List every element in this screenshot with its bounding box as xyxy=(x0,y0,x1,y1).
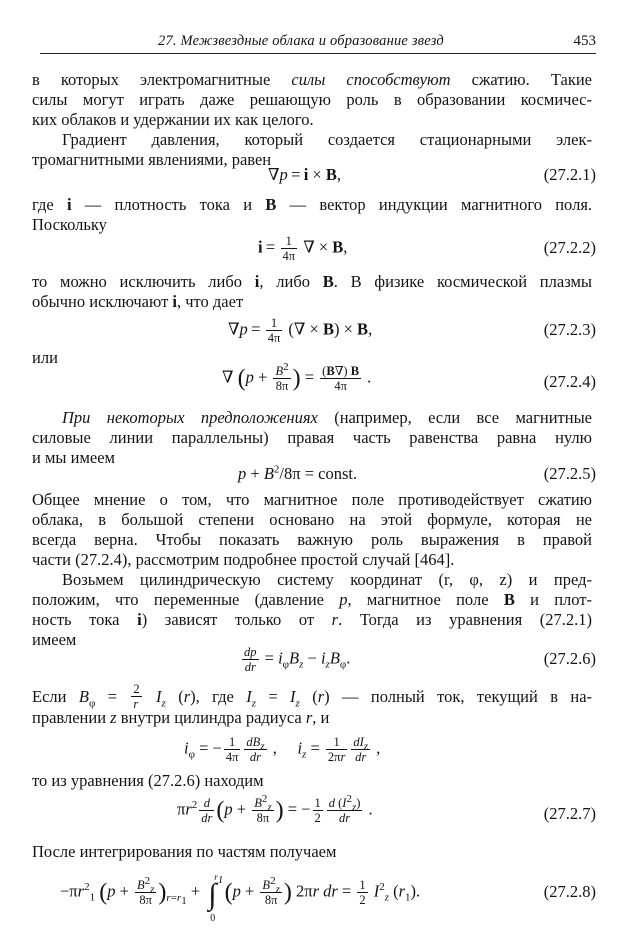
equation-27-2-4: ∇ (p + $\frac{B^2}{8\pi}$ ) = $\frac{(B\nabla) B}{4\pi}$ . xyxy=(222,360,372,393)
equation-27-2-2: i = $\frac{1}{4\pi}$ ∇ × B, xyxy=(258,234,348,263)
running-header xyxy=(40,33,596,54)
text-line: ких облаков и удержании их как целого. xyxy=(32,110,314,129)
equation-27-2-5: $p + B^2/8\pi$ = const. xyxy=(238,463,358,483)
equation-27-2-1: ∇p = i × B, xyxy=(268,165,341,184)
integral-sign: ∫ $r_1$ 0 xyxy=(208,872,224,925)
equation-number: (27.2.4) xyxy=(543,372,596,391)
equation-number: (27.2.5) xyxy=(543,464,596,483)
text-line: то из уравнения (27.2.6) находим xyxy=(32,771,264,790)
text-line: обычно исключают i, что дает xyxy=(32,292,244,311)
text-line: правлении z внутри цилиндра радиуса r, и xyxy=(32,708,330,727)
text-line: или xyxy=(32,348,58,367)
text-line: силовые линии параллельны) правая часть равенства равна нулю xyxy=(32,428,592,447)
equation-27-2-8: $-\pi r^2_1$ (p + $\frac{B^2_z}{8\pi}$ )$_{r=r_1}$ + ∫ $r_1$ 0 (p + $\frac{B^2_z}{8\pi}$ ) 2πr dr = $\frac{1}{2}$ $I^2_z$ $(r_1)$. xyxy=(60,872,421,925)
equation-number: (27.2.1) xyxy=(543,165,596,184)
text-line: всегда верна. Чтобы показать важную роль выражения в правой xyxy=(32,530,592,549)
equation-27-2-3: ∇p = $\frac{1}{4\pi}$ (∇ × B) × B, xyxy=(228,316,373,345)
text-line: Поскольку xyxy=(32,215,107,234)
equation-27-2-6: $\frac{dp}{dr}$ = $i_\varphi B_z - i_zB_\varphi$. xyxy=(244,645,351,674)
text-line: где i — плотность тока и B — вектор индукции магнитного поля. xyxy=(32,195,593,214)
text-line: Если $B_\varphi$ = $\frac{2}{r}$ $I_z$ (r), где $I_z = I_z$ (r) — полный ток, текущий в на- xyxy=(32,682,593,711)
text-line: После интегрирования по частям получаем xyxy=(32,842,337,861)
equation-number: (27.2.3) xyxy=(543,320,596,339)
page-number: 453 xyxy=(573,33,596,49)
text-line: и мы имеем xyxy=(32,448,115,467)
equation-number: (27.2.8) xyxy=(543,882,596,901)
text-line: Градиент давления, который создается стационарными элек- xyxy=(62,130,592,149)
text-line: При некоторых предположениях (например, если все магнитные xyxy=(62,408,592,427)
text-line: силы могут играть даже решающую роль в образовании космичес- xyxy=(32,90,592,109)
equation-number: (27.2.7) xyxy=(543,804,596,823)
header-title: 27. Межзвездные облака и образование звезд xyxy=(158,33,444,49)
text-line: то можно исключить либо i, либо B. В физике космической плазмы xyxy=(32,272,593,291)
equation-27-2-7: $\pi r^2$ $\frac{d}{dr}$ (p + $\frac{B^2_z}{8\pi}$ ) = − $\frac{1}{2}$ $\frac{d (I^2_z)}{dr}$ . xyxy=(177,792,373,825)
text-line: ность тока i) зависят только от r. Тогда из уравнения (27.2.1) xyxy=(32,610,593,629)
text-line: в которых электромагнитные силы способствуют сжатию. Такие xyxy=(32,70,592,89)
text-line: Общее мнение о том, что магнитное поле противодействует сжатию xyxy=(32,490,592,509)
text-line: облака, в большой степени основано на этой формуле, которая не xyxy=(32,510,592,529)
text-line: части (27.2.4), рассмотрим подробнее простой случай [464]. xyxy=(32,550,455,569)
text-line: Возьмем цилиндрическую систему координат (r, φ, z) и пред- xyxy=(62,570,592,589)
equation-number: (27.2.6) xyxy=(543,649,596,668)
equation-number: (27.2.2) xyxy=(543,238,596,257)
equation-current-components: $i_\varphi$ = − $\frac{1}{4\pi}$ $\frac{dB_z}{dr}$ , $i_z$ = $\frac{1}{2\pi r}$ $\frac{dI_z}{dr}$ , xyxy=(184,735,381,764)
text-line: положим, что переменные (давление p, магнитное поле B и плот- xyxy=(32,590,593,609)
text-line: тромагнитными явлениями, равен xyxy=(32,150,272,169)
text-line: имеем xyxy=(32,630,77,649)
